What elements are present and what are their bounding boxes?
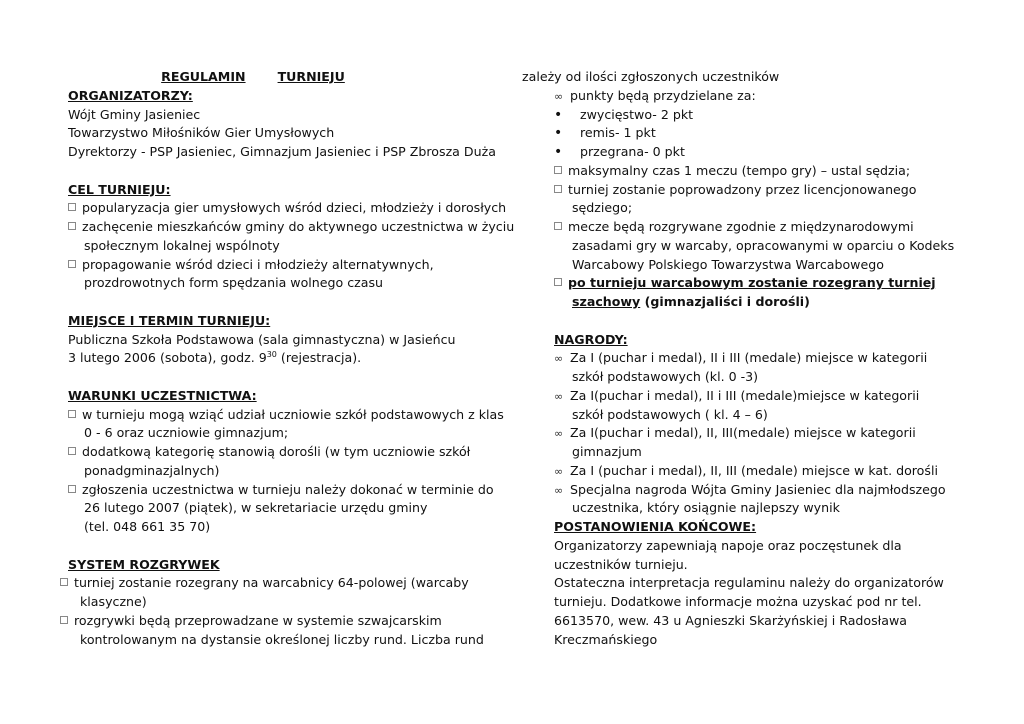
final-line: turnieju. Dodatkowe informacje można uzyskać pod nr tel. [554, 594, 922, 609]
prize-item-cont: szkół podstawowych ( kl. 4 – 6) [572, 406, 768, 422]
dot-bullet-icon: • [554, 106, 563, 123]
infinity-bullet-icon: ∞ [554, 89, 564, 103]
dot-bullet-icon: • [554, 125, 563, 142]
bullet-square-icon [554, 278, 562, 286]
infinity-bullet-icon: ∞ [554, 427, 564, 441]
organizer-line: Dyrektorzy - PSP Jasieniec, Gimnazjum Jasieniec i PSP Zbrosza Duża [68, 144, 496, 159]
system-item-cont: Warcabowy Polskiego Towarzystwa Warcabowego [572, 256, 884, 272]
condition-item-cont: 0 - 6 oraz uczniowie gimnazjum; [84, 425, 289, 441]
goal-item-cont: społecznym lokalnej wspólnoty [84, 237, 280, 253]
infinity-bullet-icon: ∞ [554, 464, 564, 478]
date-line: 3 lutego 2006 (sobota), godz. $9^{30}$ (rejestracja). [68, 350, 362, 366]
organizer-line: Wójt Gminy Jasieniec [68, 106, 201, 122]
prize-item: ∞ Za I (puchar i medal), II, III (medale) miejsce w kat. dorośli [522, 462, 962, 481]
final-line: Organizatorzy zapewniają napoje oraz poczęstunek dla [554, 537, 902, 553]
system-continuation: zależy od ilości zgłoszonych uczestników [522, 69, 780, 84]
condition-item-cont: 26 lutego 2007 (piątek), w sekretariacie urzędu gminy [84, 500, 428, 516]
system-item-cont: kontrolowanym na dystansie określonej liczby rund. Liczba rund [80, 631, 484, 647]
place-heading: MIEJSCE I TERMIN TURNIEJU: [68, 312, 271, 328]
prize-item-cont: uczestnika, który osiągnie najlepszy wynik [572, 500, 840, 516]
prize-item-cont: szkół podstawowych (kl. 0 -3) [572, 369, 759, 384]
bullet-square-icon [554, 222, 562, 230]
chess-note: po turnieju warcabowym zostanie rozegrany turniej [522, 274, 962, 293]
bullet-square-icon [68, 410, 76, 418]
right-column [522, 68, 962, 649]
condition-item: zgłoszenia uczestnictwa w turnieju należy dokonać w terminie do [68, 481, 508, 500]
system-item-cont: sędziego; [572, 200, 633, 216]
document-title [68, 68, 508, 87]
points-item: • przegrana- 0 pkt [554, 144, 685, 160]
system-item: mecze będą rozgrywane zgodnie z międzynarodowymi [522, 218, 962, 237]
infinity-bullet-icon: ∞ [554, 389, 564, 403]
prize-item: ∞ Za I(puchar i medal), II i III (medale)miejsce w kategorii [522, 387, 962, 406]
bullet-square-icon [60, 578, 68, 586]
condition-item-cont: ponadgminazjalnych) [84, 462, 220, 478]
bullet-square-icon [68, 203, 76, 211]
final-line: Kreczmańskiego [554, 631, 658, 647]
goal-item: popularyzacja gier umysłowych wśród dzieci, młodzieży i dorosłych [68, 199, 508, 218]
dot-bullet-icon: • [554, 144, 563, 160]
goal-item-cont: prozdrowotnych form spędzania wolnego czasu [84, 275, 384, 291]
bullet-square-icon [60, 616, 68, 624]
goal-heading: CEL TURNIEJU: [68, 181, 171, 197]
organizer-line: Towarzystwo Miłośników Gier Umysłowych [68, 125, 335, 141]
system-item: rozgrywki będą przeprowadzane w systemie szwajcarskim [60, 612, 508, 631]
final-line: uczestników turnieju. [554, 556, 688, 572]
chess-note-cont: szachowy (gimnazjaliści i dorośli) [572, 294, 810, 309]
system-item-cont: klasyczne) [80, 594, 147, 609]
conditions-heading: WARUNKI UCZESTNICTWA: [68, 387, 257, 403]
points-intro: ∞ punkty będą przydzielane za: [522, 87, 962, 106]
bullet-square-icon [68, 485, 76, 493]
system-heading: SYSTEM ROZGRYWEK [68, 556, 220, 572]
prize-item: ∞ Za I(puchar i medal), II, III(medale) miejsce w kategorii [522, 424, 962, 443]
bullet-square-icon [68, 260, 76, 268]
goal-item: zachęcenie mieszkańców gminy do aktywnego uczestnictwa w życiu [68, 218, 508, 237]
system-item-cont: zasadami gry w warcaby, opracowanymi w oparciu o Kodeks [572, 237, 955, 253]
title-word-2: TURNIEJU [277, 69, 345, 84]
final-heading: POSTANOWIENIA KOŃCOWE: [554, 519, 757, 534]
system-item: turniej zostanie poprowadzony przez licencjonowanego [522, 181, 962, 200]
bullet-square-icon [554, 185, 562, 193]
prizes-heading: NAGRODY: [554, 331, 628, 347]
prize-item-cont: gimnazjum [572, 444, 642, 459]
bullet-square-icon [554, 166, 562, 174]
prize-item: ∞ Za I (puchar i medal), II i III (medale) miejsce w kategorii [522, 349, 962, 368]
condition-item: w turnieju mogą wziąć udział uczniowie szkół podstawowych z klas [68, 406, 508, 425]
system-item: turniej zostanie rozegrany na warcabnicy 64-polowej (warcaby [60, 574, 508, 593]
title-word-1: REGULAMIN [161, 69, 246, 84]
final-line: Ostateczna interpretacja regulaminu należy do organizatorów [554, 575, 944, 591]
goal-item: propagowanie wśród dzieci i młodzieży alternatywnych, [68, 256, 508, 275]
condition-item: dodatkową kategorię stanowią dorośli (w tym uczniowie szkół [68, 443, 508, 462]
condition-item-cont: (tel. 048 661 35 70) [84, 519, 211, 534]
left-column [68, 68, 515, 649]
bullet-square-icon [68, 222, 76, 230]
infinity-bullet-icon: ∞ [554, 352, 564, 366]
place-line: Publiczna Szkoła Podstawowa (sala gimnastyczna) w Jasieńcu [68, 331, 456, 347]
system-item: maksymalny czas 1 meczu (tempo gry) – ustal sędzia; [522, 162, 962, 181]
organizers-heading: ORGANIZATORZY: [68, 87, 193, 103]
prize-item: ∞ Specjalna nagroda Wójta Gminy Jasieniec dla najmłodszego [522, 481, 962, 500]
points-item: • zwycięstwo- 2 pkt [554, 106, 694, 123]
points-item: • remis- 1 pkt [554, 125, 656, 142]
bullet-square-icon [68, 447, 76, 455]
infinity-bullet-icon: ∞ [554, 483, 564, 497]
final-line: 6613570, wew. 43 u Agnieszki Skarżyńskiej i Radosława [554, 612, 907, 628]
